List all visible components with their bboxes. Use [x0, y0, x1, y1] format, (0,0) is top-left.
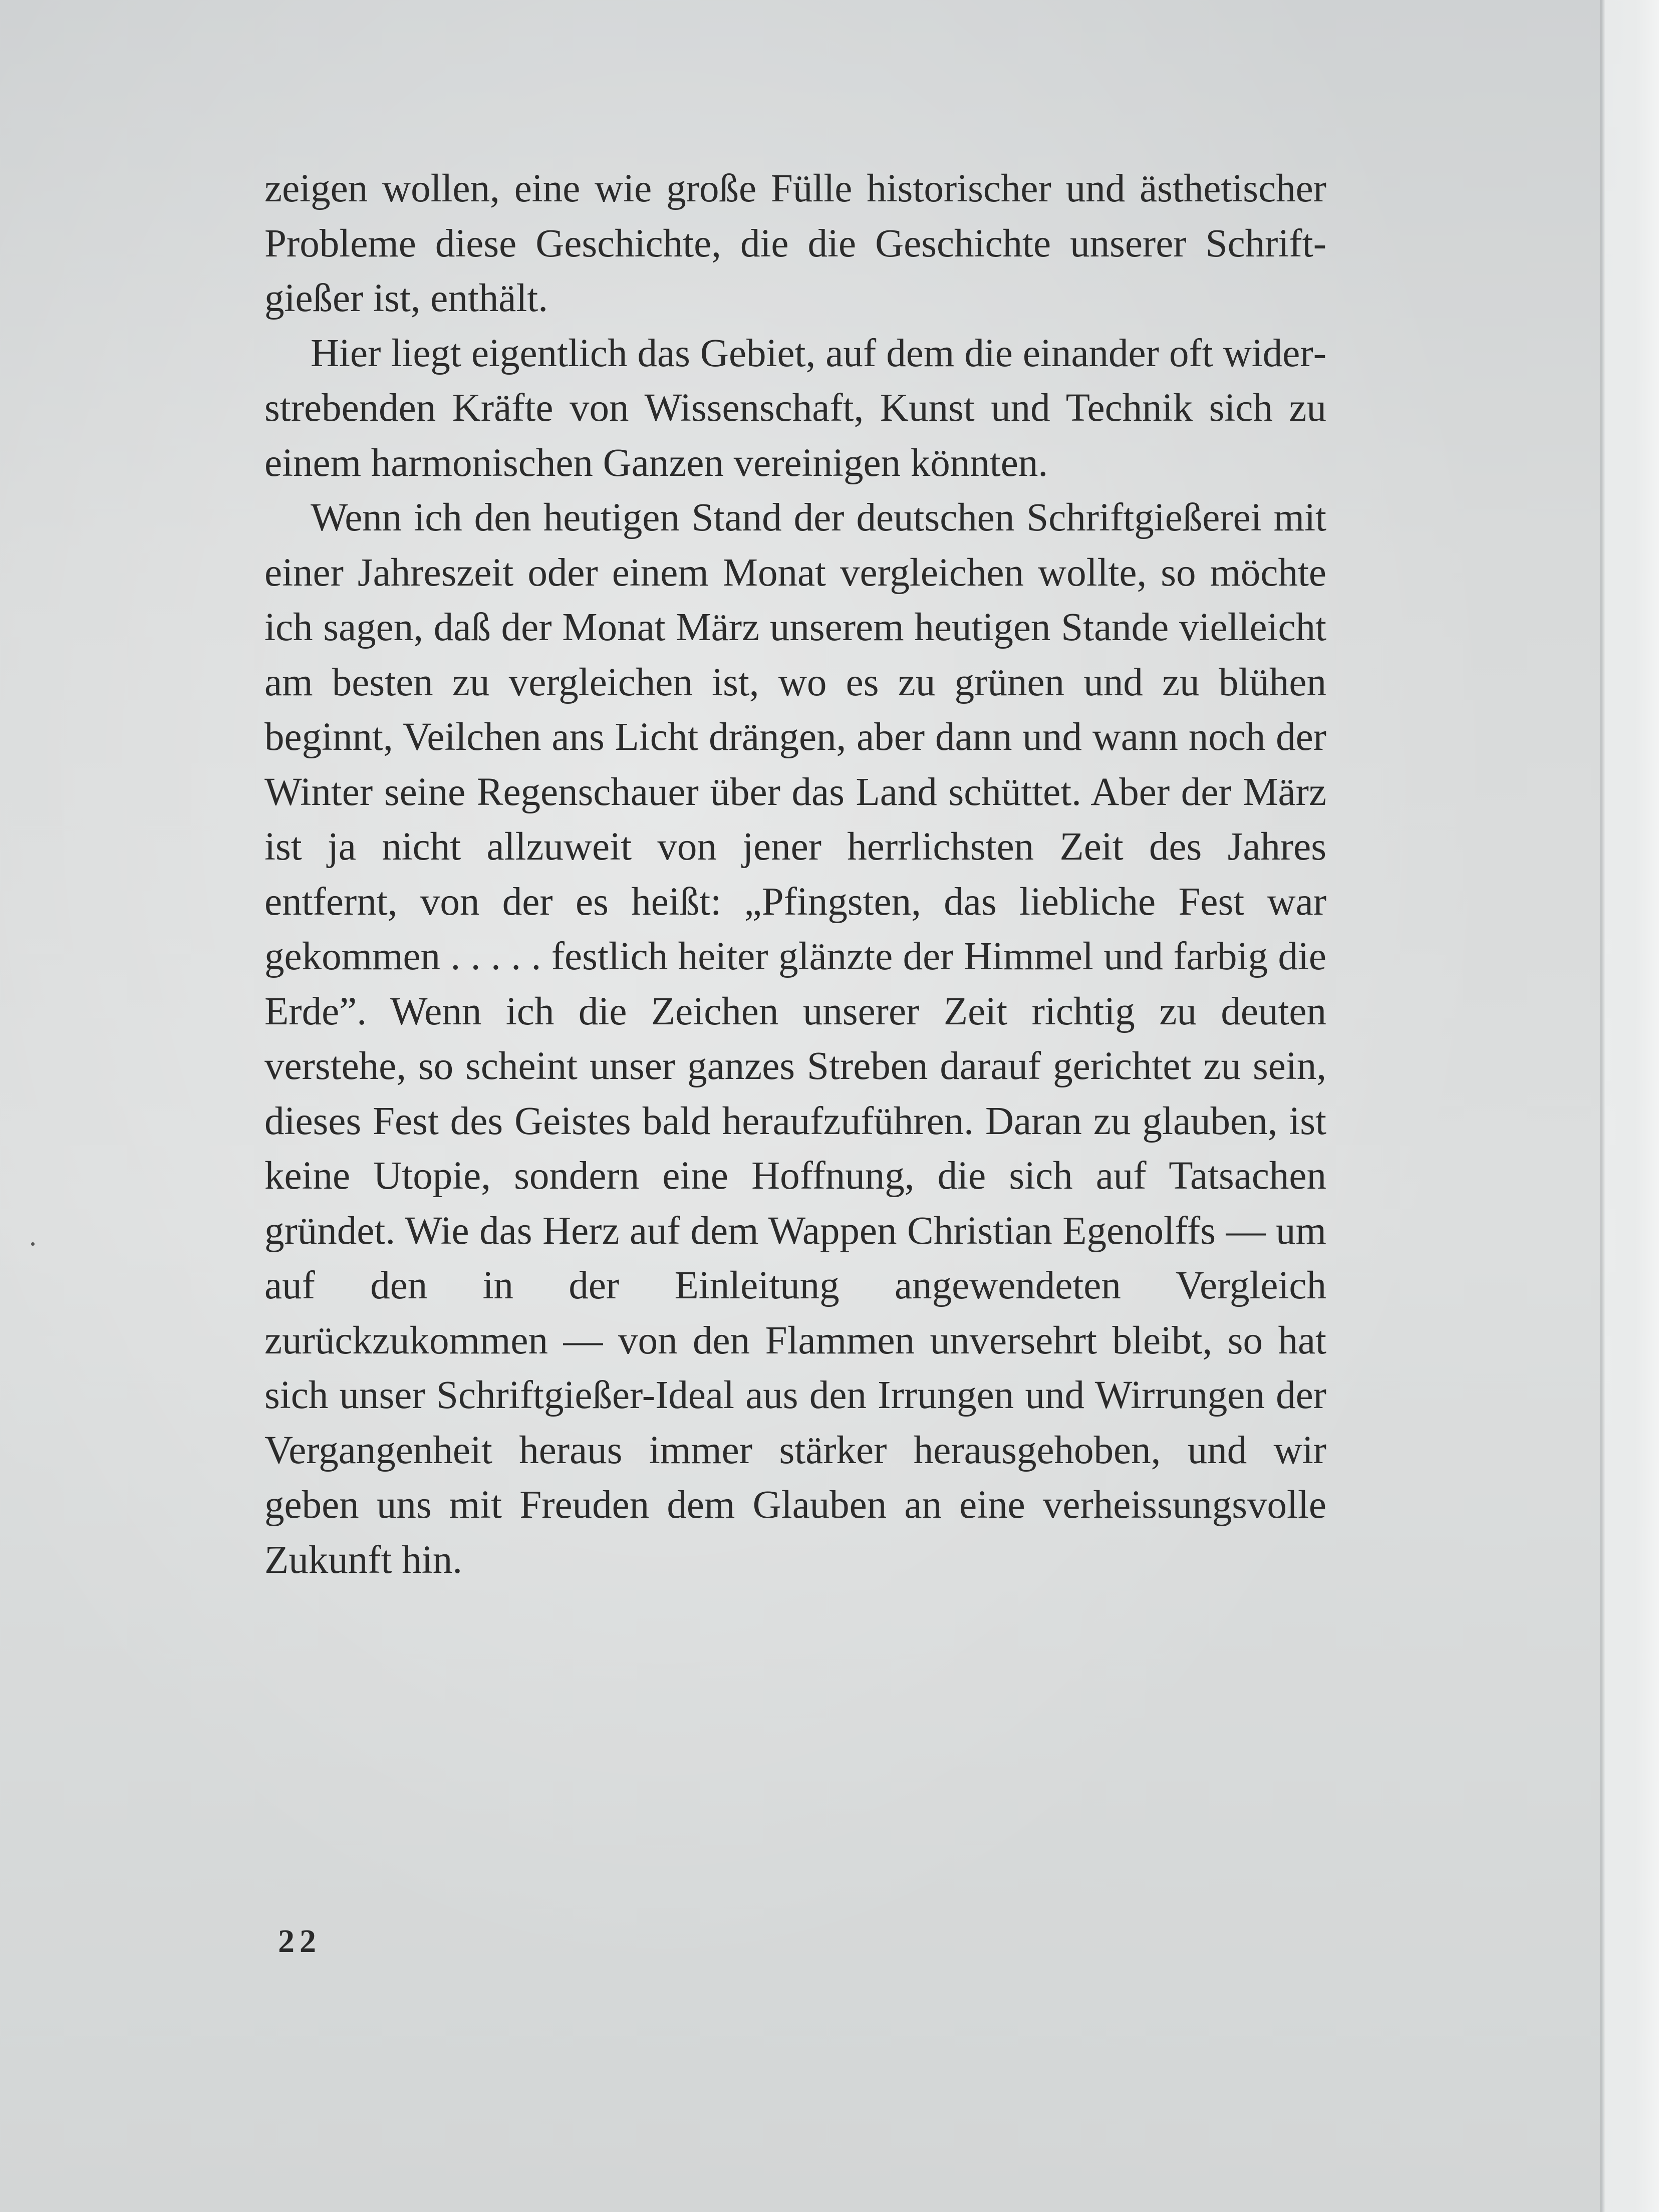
body-text [264, 161, 1326, 1587]
paragraph-2: Hier liegt eigentlich das Gebiet, auf dem die einander oft widerstrebenden Kräfte von Wissenschaft, Kunst und Technik sich zu einem harmonischen Ganzen vereinigen könnten. [264, 331, 1326, 485]
paper-speck [31, 1242, 35, 1246]
paragraph-3: Wenn ich den heutigen Stand der deutschen Schriftgießerei mit einer Jahreszeit oder einem Monat vergleichen wollte, so möchte ich sagen, daß der Monat März unserem heutigen Stande vielleicht am besten zu vergleichen ist, wo es zu grünen und zu blühen beginnt, Veilchen ans Licht drängen, aber dann und wann noch der Winter seine Regenschauer über das Land schüttet. Aber der März ist ja nicht allzuweit von jener herrlichsten Zeit des Jahres entfernt, von der es heißt: „Pfingsten, das liebliche Fest war gekommen . . . . . festlich heiter glänzte der Himmel und farbig die Erde”. Wenn ich die Zeichen unserer Zeit richtig zu deuten verstehe, so scheint unser ganzes Streben darauf gerichtet zu sein, dieses Fest des Geistes bald heraufzuführen. Daran zu glauben, ist keine Utopie, sondern eine Hoffnung, die sich auf Tatsachen gründet. Wie das Herz auf dem Wappen Christian Egenolffs — um auf den in der Einleitung angewendeten Vergleich zurückzukommen — von den Flammen unversehrt bleibt, so hat sich unser Schriftgießer-Ideal aus den Irrungen und Wirrungen der Vergangenheit heraus immer stärker herausgehoben, und wir geben uns mit Freuden dem Glauben an eine verheissungsvolle Zukunft hin. [264, 496, 1326, 1582]
page-right-edge [1600, 0, 1659, 2212]
page-number: 22 [278, 1923, 321, 1960]
paragraph-1: zeigen wollen, eine wie große Fülle historischer und ästhetischer Probleme diese Geschichte, die die Geschichte unserer Schriftgießer ist, enthält. [264, 167, 1326, 320]
